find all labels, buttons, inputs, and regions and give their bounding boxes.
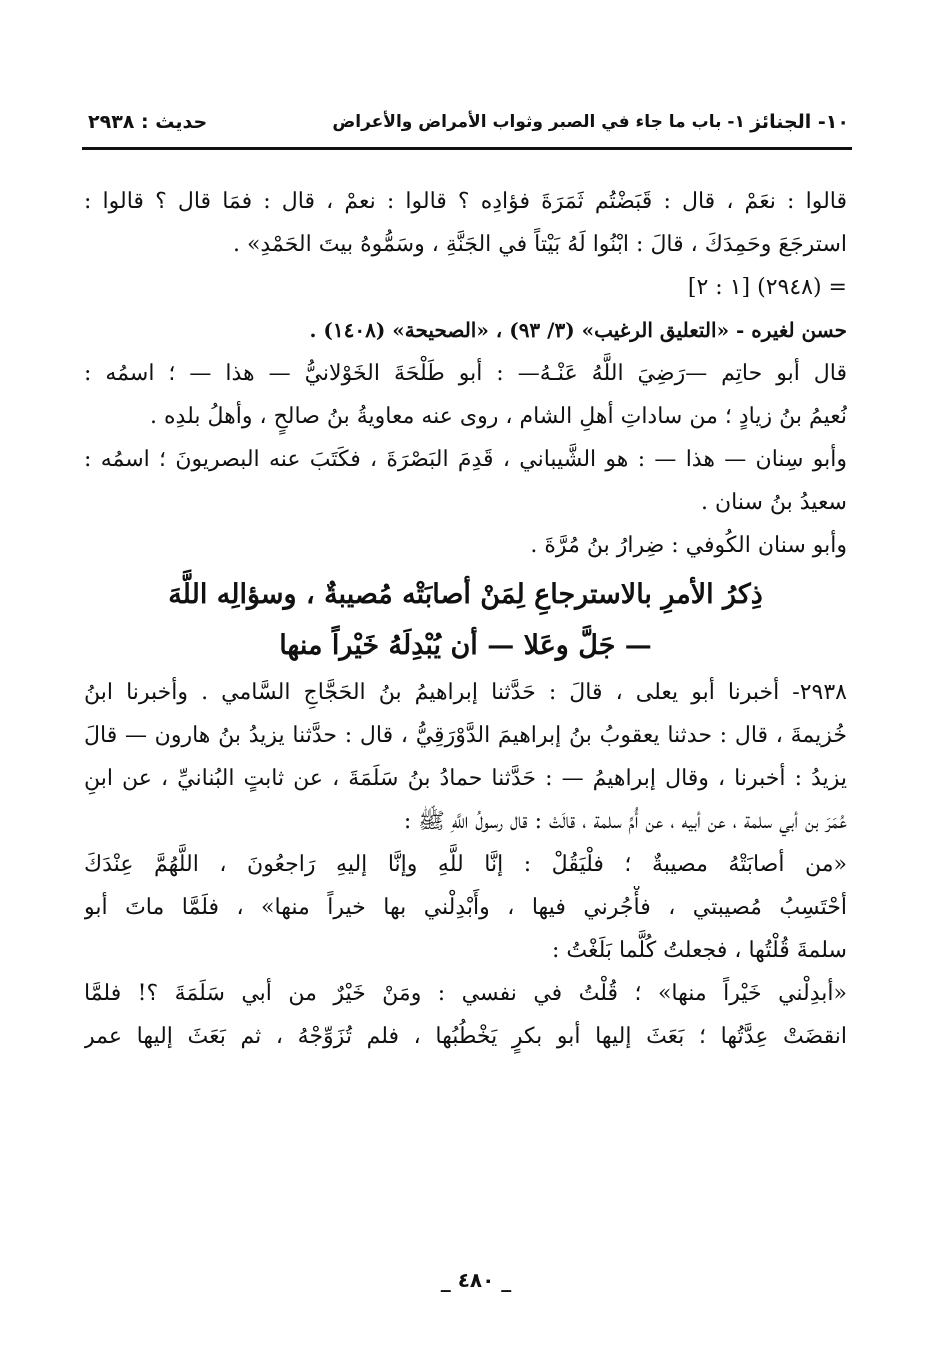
hadith-text-line: «أبدِلْني خَيْراً منها» ؛ قُلْتُ في نفسي : ومَنْ خَيْرٌ من أبي سَلَمَةَ ؟! فلمَّا: [84, 981, 847, 1006]
text-line: نُعيمُ بنُ زيادٍ ؛ من ساداتِ أهلِ الشام ، روى عنه معاويةُ بنُ صالحٍ ، وأهلُ بلدِه .: [150, 404, 847, 429]
hadith-text-line: انقضَتْ عِدَّتُها ؛ بَعَثَ إليها أبو بكرٍ يَخْطُبُها ، فلم تُزَوِّجْهُ ، ثم بَعَثَ إليها عمر: [84, 1024, 847, 1049]
running-header: [88, 100, 849, 144]
text-line: استرجَعَ وحَمِدَكَ ، قالَ : ابْنُوا لَهُ بَيْتاً في الجَنَّةِ ، وسَمُّوهُ بيتَ الحَمْدِ» .: [232, 232, 847, 257]
header-rule: [82, 147, 852, 150]
text-line: وأبو سِنان — هذا — : هو الشَّيباني ، قَدِمَ البَصْرَةَ ، فكَتَبَ عنه البصريونَ ؛ اسمُه :: [84, 447, 847, 472]
text-line: قال أبو حاتِم —رَضِيَ اللَّهُ عَنْـهُ— : أبو طَلْحَةَ الخَوْلانيُّ — هذا — ؛ اسمُه :: [84, 361, 847, 386]
hadith-text-line: سلمةَ قُلْتُها ، فجعلتُ كُلَّما بَلَغْتُ :: [551, 938, 847, 963]
hadith-text-line: أحْتَسِبُ مُصيبتي ، فأْجُرني فيها ، وأَبْدِلْني بها خيراً منها» ، فلَمَّا ماتَ أبو: [84, 895, 847, 920]
chapter-heading-line-2: — جَلَّ وعَلا — أن يُبْدِلَهُ خَيْراً منها: [279, 630, 652, 661]
hadith-text-line: عُمَرَ بن أبي سلمة ، عن أبيه ، عن أُمِّ سلمة ، قالَتْ : قال رسولُ اللَّهِ ﷺ :: [403, 809, 847, 834]
chapter-heading-line-1: ذِكرُ الأمرِ بالاسترجاعِ لِمَنْ أصابَتْه مُصيبةٌ ، وسؤالِه اللَّهَ: [168, 579, 763, 610]
page-body: [84, 180, 847, 1058]
text-line: قالوا : نعَمْ ، قال : قَبَضْتُم ثَمَرَةَ فؤادِه ؟ قالوا : نعمْ ، قال : فمَا قال ؟ قالوا :: [84, 189, 847, 214]
page-number: _ ٤٨٠ _: [440, 1268, 512, 1292]
hadith-reference: = (٢٩٤٨) [١ : ٢]: [687, 275, 847, 300]
text-line: وأبو سنان الكُوفي : ضِرارُ بنُ مُرَّةَ .: [530, 533, 847, 558]
hadith-text-line: «من أصابَتْهُ مصيبةٌ ؛ فلْيَقُلْ : إنَّا للَّهِ وإنَّا إليهِ رَاجعُونَ ، اللَّهُمَّ عِنْدَكَ: [84, 852, 847, 877]
text-line: سعيدُ بنُ سنان .: [700, 490, 847, 515]
header-chapter: ١٠- الجنائز: [750, 111, 849, 133]
hadith-text-line: يزيدُ : أخبرنا ، وقال إبراهيمُ — : حَدَّثنا حمادُ بنُ سَلَمَةَ ، عن ثابتٍ البُنانيِّ ، عن ابنِ: [84, 766, 847, 791]
hadith-grade: حسن لغيره - «التعليق الرغيب» (٣/ ٩٣) ، «الصحيحة» (١٤٠٨) .: [309, 318, 847, 342]
header-section: ١- باب ما جاء في الصبر وثواب الأمراض والأعراض: [332, 112, 745, 132]
hadith-text-line: خُزيمةَ ، قال : حدثنا يعقوبُ بنُ إبراهيمَ الدَّوْرَقِيُّ ، قال : حدَّثنا يزيدُ بنُ هارون — قالَ: [84, 723, 847, 748]
header-hadith-ref: حديث : ٢٩٣٨: [88, 111, 208, 133]
hadith-text-line: ٢٩٣٨- أخبرنا أبو يعلى ، قالَ : حَدَّثنا إبراهيمُ بنُ الحَجَّاجِ السَّامي . وأخبرنا ابنُ: [84, 680, 847, 705]
